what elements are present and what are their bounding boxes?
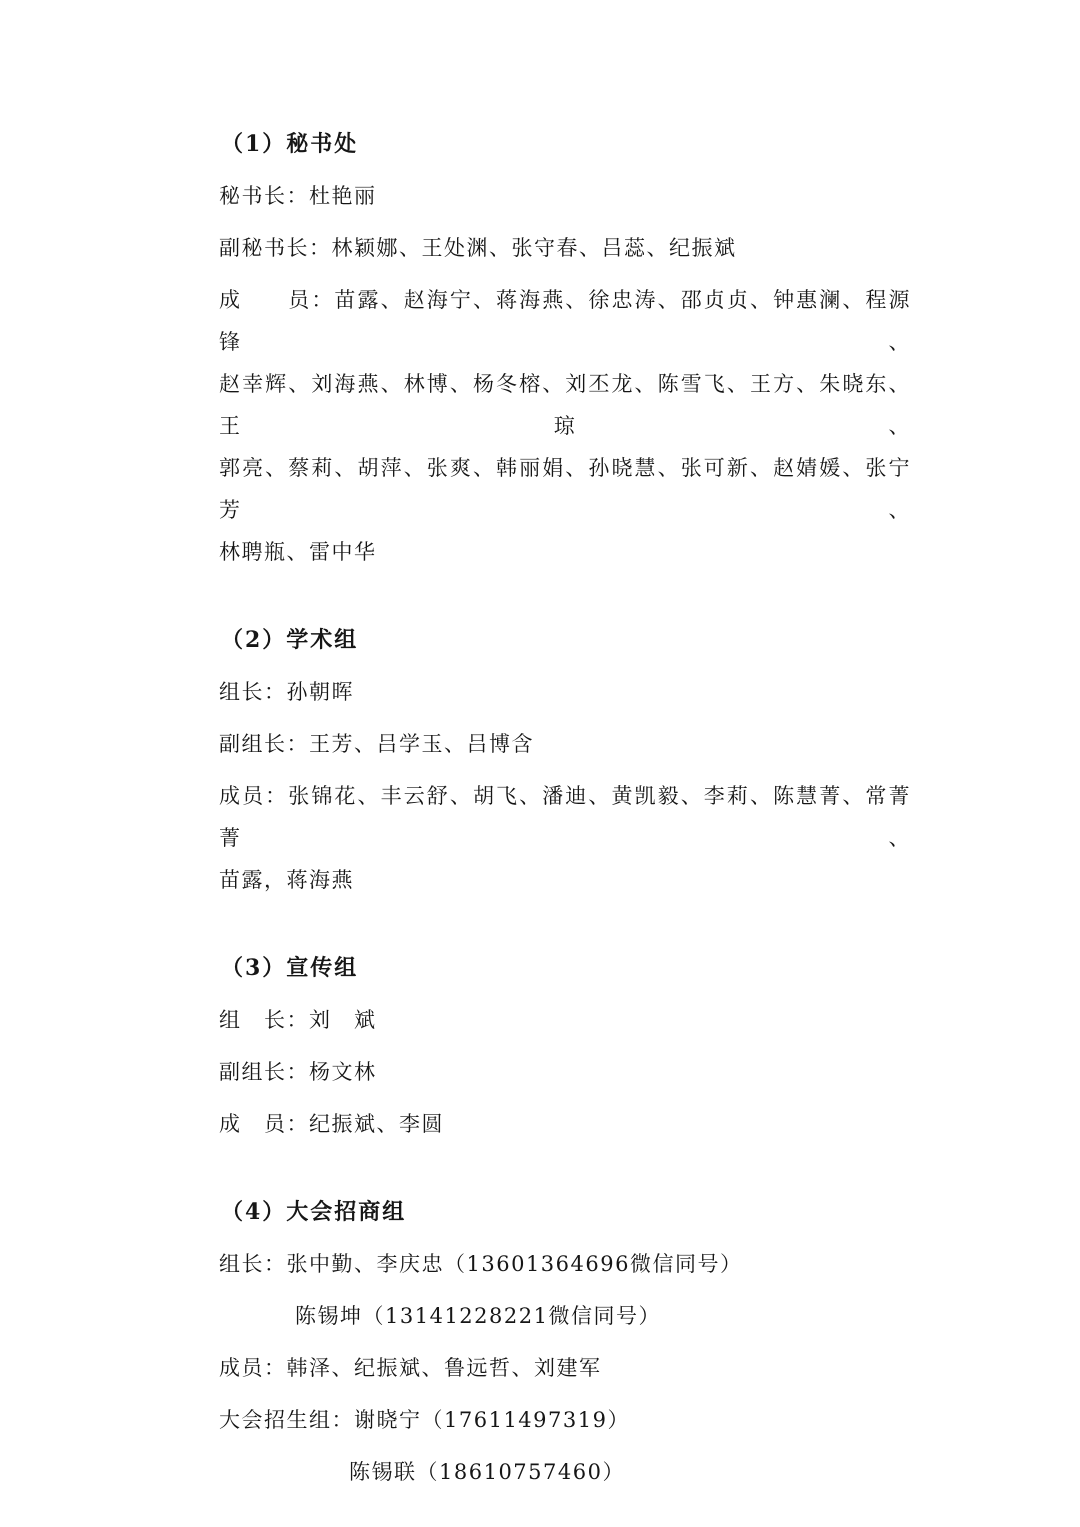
publicity-members-paragraph [219, 1103, 911, 1145]
section-secretariat [219, 123, 911, 573]
investment-members-paragraph [219, 1347, 911, 1389]
deputy-secretary-general-paragraph [219, 227, 911, 269]
section-academic-group [219, 619, 911, 901]
section-4-heading: （4）大会招商组 [221, 1199, 407, 1225]
members-line: 成员：韩泽、纪振斌、鲁远哲、刘建军 [219, 1356, 602, 1380]
group-leader-line: 组 长：刘 斌 [219, 1008, 377, 1032]
secretary-general-line: 秘书长：杜艳丽 [219, 184, 377, 208]
members-line: 林聘瓶、雷中华 [219, 540, 377, 564]
members-line: 郭亮、蔡莉、胡萍、张爽、韩丽娟、孙晓慧、张可新、赵婧媛、张宁芳、 [219, 456, 911, 522]
group-leader-paragraph [219, 671, 911, 713]
academic-members-paragraph [219, 775, 911, 901]
members-line: 成员：张锦花、丰云舒、胡飞、潘迪、黄凯毅、李莉、陈慧菁、常菁菁、 [219, 784, 911, 850]
section-3-heading: （3）宣传组 [221, 955, 359, 981]
deputy-group-leader-line: 副组长：王芳、吕学玉、吕博含 [219, 732, 534, 756]
group-leader-phone-line: 陈锡坤（13141228221微信同号） [295, 1304, 661, 1328]
group-leader-phone-line: 组长：张中勤、李庆忠（13601364696微信同号） [219, 1252, 743, 1276]
group-leader-paragraph [219, 999, 911, 1041]
secretary-general-paragraph [219, 175, 911, 217]
deputy-group-leader-line: 副组长：杨文林 [219, 1060, 377, 1084]
section-publicity-group [219, 947, 911, 1145]
investment-leaders-paragraph [219, 1243, 911, 1285]
section-2-heading: （2）学术组 [221, 627, 359, 653]
investment-leader2-paragraph [219, 1295, 911, 1337]
deputy-group-leader-paragraph [219, 1051, 911, 1093]
enrollment-contact2-paragraph [219, 1451, 911, 1493]
enrollment-contact-line: 陈锡联（18610757460） [349, 1460, 625, 1484]
enrollment-group-paragraph [219, 1399, 911, 1441]
members-line: 赵幸辉、刘海燕、林博、杨冬榕、刘丕龙、陈雪飞、王方、朱晓东、王琼、 [219, 372, 911, 438]
section-1-heading: （1）秘书处 [221, 131, 359, 157]
document-body [219, 123, 911, 1503]
group-leader-line: 组长：孙朝晖 [219, 680, 354, 704]
members-line: 成 员：苗露、赵海宁、蒋海燕、徐忠涛、邵贞贞、钟惠澜、程源锋、 [219, 288, 911, 354]
deputy-secretary-general-line: 副秘书长：林颖娜、王处渊、张守春、吕蕊、纪振斌 [219, 236, 737, 260]
section-investment-group [219, 1191, 911, 1493]
enrollment-contact-line: 大会招生组：谢晓宁（17611497319） [219, 1408, 630, 1432]
members-line: 成 员：纪振斌、李圆 [219, 1112, 444, 1136]
secretariat-members-paragraph [219, 279, 911, 573]
members-line: 苗露，蒋海燕 [219, 868, 354, 892]
deputy-group-leader-paragraph [219, 723, 911, 765]
